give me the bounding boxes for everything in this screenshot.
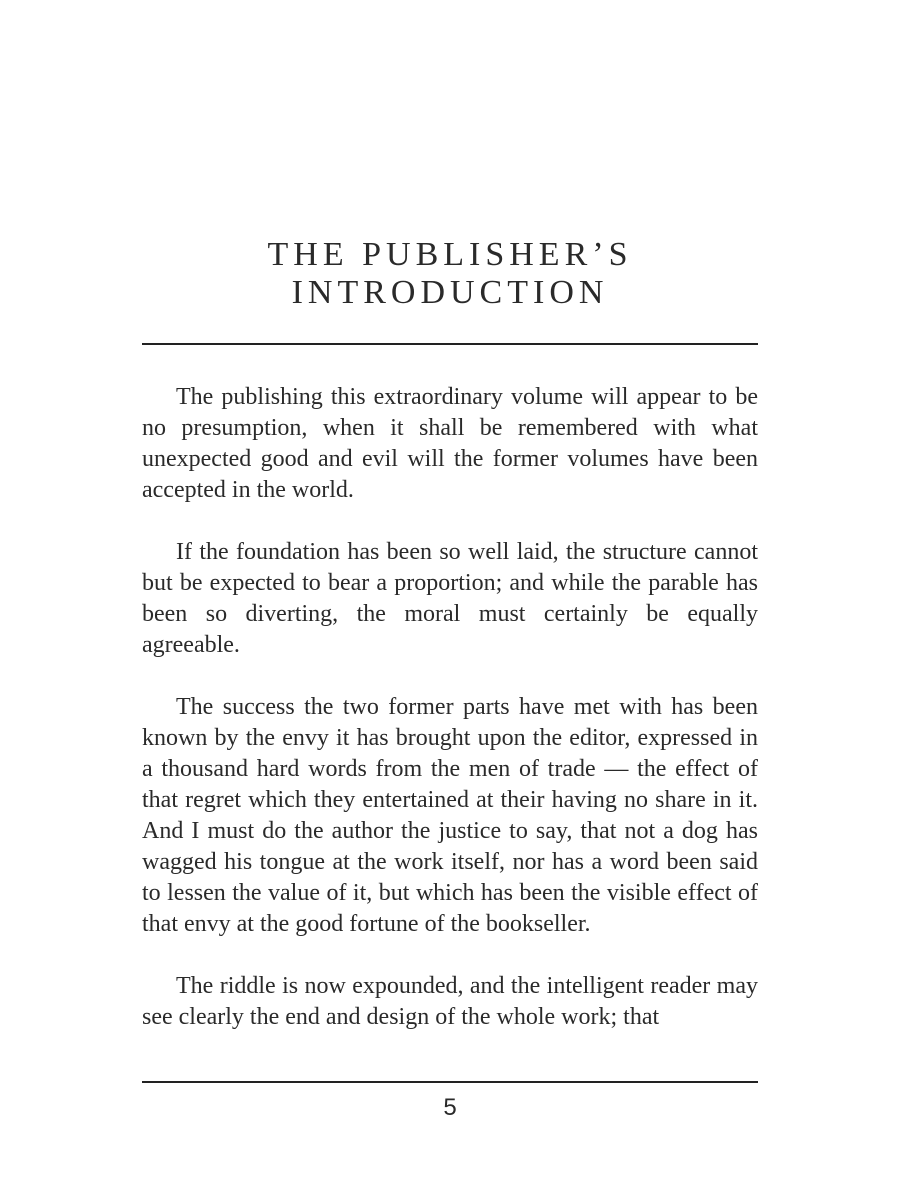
paragraph-1: The publishing this extraordinary volume will appear to be no presumption, when it shall be remembered with what unexpected good and evil will the former volumes have been accepted in the world. [142,384,758,503]
top-divider [142,343,758,345]
page-number: 5 [443,1094,457,1121]
bottom-divider [142,1081,758,1083]
chapter-heading-line-1: THE PUBLISHER’S [267,236,633,273]
chapter-heading-line-2: INTRODUCTION [291,274,609,311]
paragraph-2: If the foundation has been so well laid, the structure cannot but be expected to bear a proportion; and while the parable has been so diverting, the moral must certainly be equally agreeable. [142,539,758,658]
body-text [142,382,758,1064]
paragraph-4: The riddle is now expounded, and the intelligent reader may see clearly the end and design of the whole work; that [142,973,758,1030]
paragraph-3: The success the two former parts have met with has been known by the envy it has brought upon the editor, expressed in a thousand hard words from the men of trade — the effect of that regret which they entertained at their having no share in it. And I must do the author the justice to say, that not a dog has wagged his tongue at the work itself, nor has a word been said to lessen the value of it, but which has been the visible effect of that envy at the good fortune of the bookseller. [142,694,758,937]
chapter-heading [142,236,758,312]
